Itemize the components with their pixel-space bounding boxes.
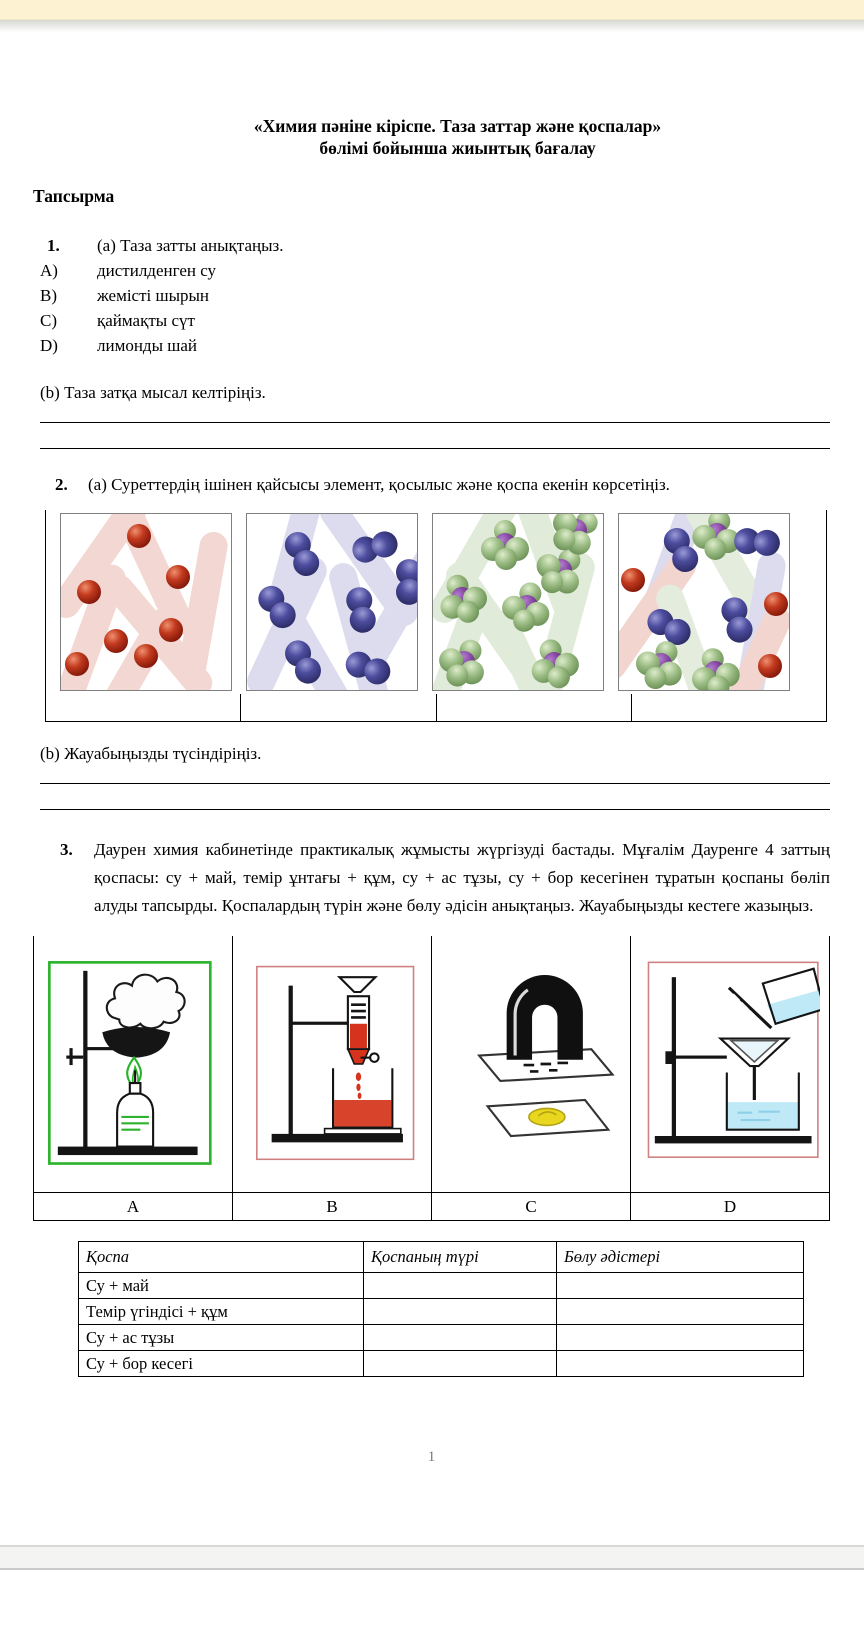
apparatus-cell-b [233, 936, 432, 1193]
particle-diagram-molecules [246, 513, 418, 691]
apparatus-label-b: B [233, 1193, 432, 1221]
option-d-text: лимонды шай [97, 336, 197, 355]
mixtures-answer-table [78, 1241, 804, 1377]
option-c [33, 308, 830, 333]
option-b [33, 283, 830, 308]
apparatus-cell-c [432, 936, 631, 1193]
answer-cell [364, 1351, 557, 1377]
question-2-part-a-text: (a) Суреттердің ішінен қайсысы элемент, қосылыс және қоспа екенін көрсетіңіз. [88, 475, 670, 494]
question-3 [33, 836, 830, 920]
apparatus-label-d: D [631, 1193, 830, 1221]
bottom-separator-bar [0, 1545, 864, 1570]
mixture-name: Темір үгіндісі + құм [79, 1299, 364, 1325]
option-c-text: қаймақты сүт [97, 311, 195, 330]
table-row [79, 1325, 804, 1351]
question-1-part-b: (b) Таза затқа мысал келтіріңіз. [40, 383, 266, 402]
option-d [33, 333, 830, 358]
mixture-name: Су + ас тұзы [79, 1325, 364, 1351]
question-2-part-a [33, 473, 830, 497]
table-row [79, 1273, 804, 1299]
answer-line [40, 783, 830, 784]
title-line-1: «Химия пәніне кіріспе. Таза заттар және қоспалар» [253, 116, 662, 136]
question-1-part-a [33, 233, 830, 258]
question-1-number: 1. [47, 236, 60, 255]
answer-cell [364, 1325, 557, 1351]
decanting-apparatus-image [242, 958, 422, 1170]
particle-diagram-atoms [60, 513, 232, 691]
apparatus-cell-d [631, 936, 830, 1193]
question-1 [33, 233, 830, 358]
answer-cell [364, 1299, 557, 1325]
mixture-name: Су + бор кесегі [79, 1351, 364, 1377]
answer-cell [557, 1299, 804, 1325]
option-c-letter: C) [40, 311, 57, 330]
magnet-apparatus-image [441, 958, 621, 1170]
particle-diagram-compound [432, 513, 604, 691]
answer-cell [240, 694, 435, 721]
answer-line [40, 809, 830, 810]
evaporation-apparatus-image [43, 958, 223, 1170]
answer-cell [46, 694, 240, 721]
header-mixture-type: Қоспаның түрі [364, 1242, 557, 1273]
option-a [33, 258, 830, 283]
table-header-row [79, 1242, 804, 1273]
document-page [0, 116, 864, 1466]
option-b-text: жемісті шырын [97, 286, 210, 305]
particle-diagram-mixture [618, 513, 790, 691]
question-3-text: Даурен химия кабинетінде практикалық жұмысты жүргізуді бастады. Мұғалім Дауренге 4 заттың қоспасы: су + май, темір ұнтағы + құм, су + ас тұзы, су + бор кесегінен тұратын қоспаны бөліп алуды тапсырды. Қоспалардың түрін және бөлу әдісін анықтаңыз. Жауабыңызды кестеге жазыңыз. [94, 840, 830, 915]
option-d-letter: D) [40, 336, 58, 355]
header-separation-methods: Бөлу әдістері [557, 1242, 804, 1273]
mixture-name: Су + май [79, 1273, 364, 1299]
answer-cell [436, 694, 631, 721]
answer-cell [557, 1273, 804, 1299]
header-mixture: Қоспа [79, 1242, 364, 1273]
apparatus-table [33, 936, 830, 1221]
question-3-number: 3. [60, 840, 73, 859]
question-1-part-a-text: (a) Таза затты анықтаңыз. [97, 236, 284, 255]
top-accent-bar [0, 0, 864, 20]
table-row [79, 1351, 804, 1377]
section-heading: Тапсырма [33, 186, 115, 206]
particle-diagrams-row [46, 510, 826, 691]
question-2-number: 2. [55, 475, 68, 494]
question-2-part-b: (b) Жауабыңызды түсіндіріңіз. [40, 744, 262, 763]
answer-cell [557, 1325, 804, 1351]
answer-cell [364, 1273, 557, 1299]
option-a-text: дистилденген су [97, 261, 217, 280]
particle-diagrams-figure [45, 510, 827, 722]
page-number: 1 [427, 1449, 436, 1465]
apparatus-label-c: C [432, 1193, 631, 1221]
answer-line [40, 448, 830, 449]
apparatus-label-a: A [34, 1193, 233, 1221]
top-shadow [0, 20, 864, 32]
filtration-apparatus-image [640, 958, 820, 1170]
title-line-2: бөлімі бойынша жиынтық бағалау [319, 137, 596, 158]
answer-cell [631, 694, 826, 721]
answer-cell [557, 1351, 804, 1377]
table-row [79, 1299, 804, 1325]
document-title [85, 116, 830, 159]
option-b-letter: B) [40, 286, 57, 305]
particle-answer-row [46, 694, 826, 721]
answer-line [40, 422, 830, 423]
option-a-letter: A) [40, 261, 58, 280]
apparatus-cell-a [34, 936, 233, 1193]
